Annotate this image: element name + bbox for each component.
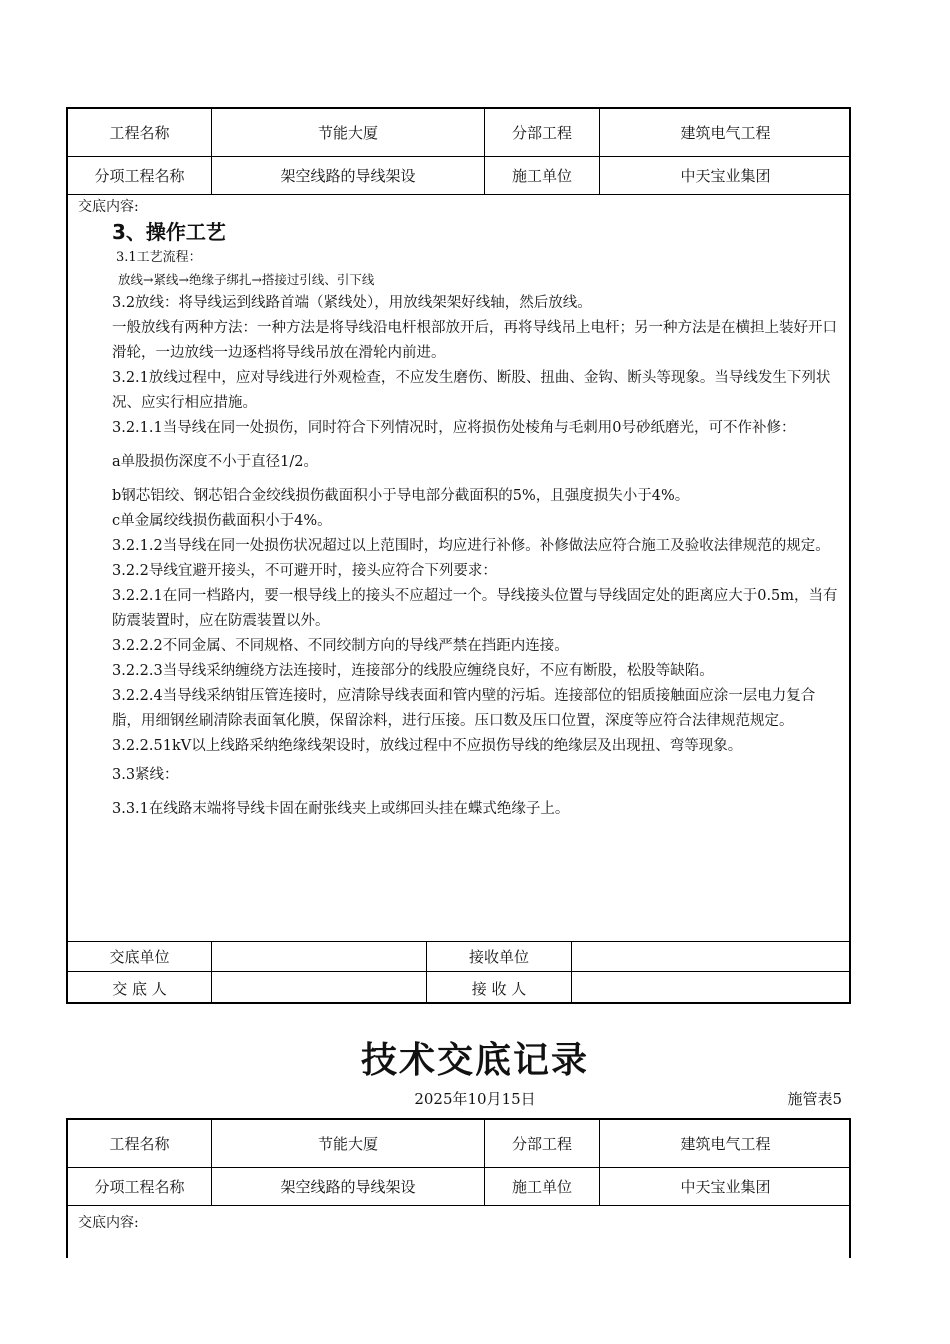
project-name-label: 工程名称 — [68, 1120, 212, 1167]
division-value: 建筑电气工程 — [680, 124, 771, 142]
form-number: 施管表5 — [787, 1090, 842, 1108]
from-person-label: 交 底 人 — [68, 972, 212, 1004]
briefing-content — [68, 195, 849, 822]
paragraph: 3.2.2.2不同金属、不同规格、不同绞制方向的导线严禁在挡距内连接。 — [112, 638, 569, 654]
division-label: 分部工程 — [485, 1120, 600, 1167]
to-person-value[interactable] — [572, 972, 851, 1004]
paragraph: a单股损伤深度不小于直径1/2。 — [112, 454, 318, 470]
content-label: 交底内容: — [78, 1215, 139, 1231]
header-row-1 — [68, 1120, 849, 1168]
subitem-value: 架空线路的导线架设 — [212, 1168, 485, 1205]
division-label: 分部工程 — [485, 109, 600, 156]
paragraph: c单金属绞线损伤截面积小于4%。 — [112, 513, 332, 529]
paragraph: 3.2.1放线过程中，应对导线进行外观检查，不应发生磨伤、断股、扭曲、金钩、断头等现象。当导线发生下列状况、应实行相应措施。 — [112, 370, 831, 411]
page-title: 技术交底记录 — [360, 1040, 589, 1081]
paragraph: 3.3紧线： — [112, 767, 179, 783]
content-label: 交底内容: — [78, 199, 139, 215]
paragraph: 3.2.2.3当导线采纳缠绕方法连接时，连接部分的线股应缠绕良好，不应有断股，松股等缺陷。 — [112, 663, 714, 679]
contractor-value: 中天宝业集团 — [680, 167, 771, 185]
from-unit-label: 交底单位 — [68, 942, 212, 971]
paragraph: 3.2.2.51kV以上线路采纳绝缘线架设时，放线过程中不应损伤导线的绝缘层及出现扭、弯等现象。 — [112, 738, 743, 754]
contractor-label: 施工单位 — [485, 1168, 600, 1205]
to-unit-value[interactable] — [572, 942, 851, 971]
paragraph: 3.2放线：将导线运到线路首端（紧线处），用放线架架好线轴，然后放线。 — [112, 295, 592, 311]
paragraph: 3.2.1.1当导线在同一处损伤，同时符合下列情况时，应将损伤处棱角与毛刺用0号砂纸磨光，可不作补修： — [112, 420, 796, 436]
paragraph: b钢芯铝绞、钢芯铝合金绞线损伤截面积小于导电部分截面积的5%，且强度损失小于4%。 — [112, 488, 690, 504]
to-unit-label: 接收单位 — [427, 942, 572, 971]
paragraph: 一般放线有两种方法：一种方法是将导线沿电杆根部放开后，再将导线吊上电杆；另一种方法是在横担上装好开口滑轮，一边放线一边逐档将导线吊放在滑轮内前进。 — [112, 320, 837, 361]
header-row-1 — [68, 109, 849, 157]
paragraph: 3.1工艺流程： — [116, 250, 202, 265]
from-unit-value[interactable] — [212, 942, 427, 971]
project-name-value: 节能大厦 — [212, 109, 485, 156]
sign-row-units — [68, 941, 849, 971]
paragraph: 3.2.2导线宜避开接头，不可避开时，接头应符合下列要求： — [112, 563, 497, 579]
to-person-label: 接 收 人 — [427, 972, 572, 1004]
paragraph: 放线→紧线→绝缘子绑扎→搭接过引线、引下线 — [118, 272, 375, 287]
contractor-value: 中天宝业集团 — [680, 1178, 771, 1196]
contractor-label: 施工单位 — [485, 157, 600, 194]
paragraph: 3.2.2.1在同一档路内，要一根导线上的接头不应超过一个。导线接头位置与导线固定处的距离应大于0.5m，当有防震装置时，应在防震装置以外。 — [112, 588, 838, 629]
subitem-label: 分项工程名称 — [68, 157, 212, 194]
project-name-label: 工程名称 — [68, 109, 212, 156]
record-sheet-1 — [66, 107, 851, 1004]
from-person-value[interactable] — [212, 972, 427, 1004]
paragraph: 3.2.2.4当导线采纳钳压管连接时，应清除导线表面和管内壁的污垢。连接部位的铝质接触面应涂一层电力复合脂，用细钢丝刷清除表面氧化膜，保留涂料，进行压接。压口数及压口位置，深度等应符合法律规范规定。 — [112, 688, 816, 729]
sign-row-persons — [68, 971, 849, 1004]
subitem-value: 架空线路的导线架设 — [212, 157, 485, 194]
project-name-value: 节能大厦 — [212, 1120, 485, 1167]
subitem-label: 分项工程名称 — [68, 1168, 212, 1205]
paragraph: 3.2.1.2当导线在同一处损伤状况超过以上范围时，均应进行补修。补修做法应符合施工及验收法律规范的规定。 — [112, 538, 830, 554]
paragraph: 3.3.1在线路末端将导线卡固在耐张线夹上或绑回头挂在蝶式绝缘子上。 — [112, 801, 570, 817]
section-title: 3、操作工艺 — [112, 220, 226, 244]
record-date: 2025年10月15日 — [414, 1090, 536, 1108]
header-row-2 — [68, 157, 849, 195]
record-sheet-2 — [66, 1118, 851, 1258]
division-value: 建筑电气工程 — [680, 1135, 771, 1153]
header-row-2 — [68, 1168, 849, 1206]
